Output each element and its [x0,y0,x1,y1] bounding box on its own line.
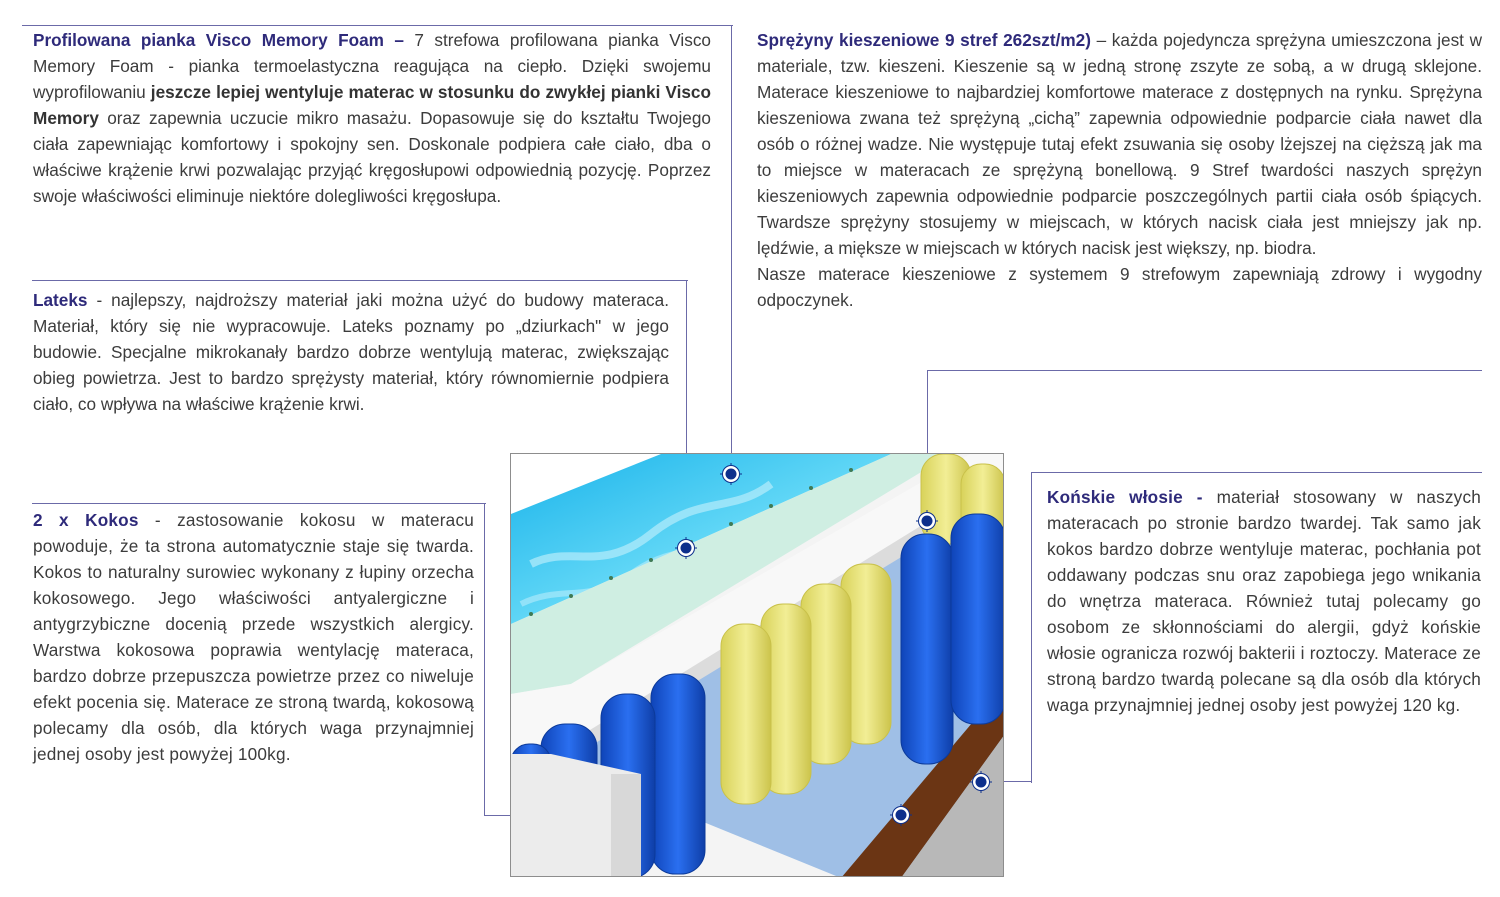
lateks-text: - najlepszy, najdroższy materiał jaki można użyć do budowy materaca. Materiał, który się nie wypracowuje. Lateks poznamy po „dziurkach" w jego budowie. Specjalne mikrokanały bardzo dobrze wentylują materac, zwiększając obieg powietrza. Jest to bardzo sprężysty materiał, który równomiernie podpiera ciało, co wpływa na właściwe krążenie krwi. [33,290,669,414]
konskie-text: materiał stosowany w naszych materacach po stronie bardzo twardej. Tak samo jak kokos bardzo dobrze wentyluje materac, pochłania pot oddawany podczas snu oraz zapobiega jego wnikania do wnętrza materaca. Również tutaj polecamy go osobom ze skłonnościami do alergii, gdyż końskie włosie ogranicza rozwój bakterii i roztoczy. Materace ze stroną bardzo twardą polecane są dla osób dla których waga przynajmniej jednej osoby jest powyżej 120 kg. [1047,487,1482,715]
marker-lateks-icon[interactable] [675,537,697,559]
sprezyny-title: Sprężyny kieszeniowe 9 stref 262szt/m2) [757,30,1091,50]
marker-sprezyny-icon[interactable] [916,510,938,532]
lateks-title: Lateks [33,290,88,310]
visco-connector-top [22,25,733,26]
marker-kokos-icon[interactable] [890,804,912,826]
visco-bold: jeszcze lepiej wentyluje materac w stosunku do zwykłej pianki Visco Memory [33,82,711,128]
marker-konskie-icon[interactable] [970,771,992,793]
visco-title: Profilowana pianka Visco Memory Foam – [33,30,404,50]
section-visco [33,27,711,209]
section-sprezyny [757,27,1482,313]
kokos-connector-right [484,503,485,816]
kokos-text: - zastosowanie kokosu w materacu powoduje, że ta strona automatycznie staje się twarda. Kokos to naturalny surowiec wykonany z łupiny orzecha kokosowego. Jego właściwości antyalergiczne i antygrzybiczne docenią przede wszystkich alergicy. Warstwa kokosowa poprawia wentylację materaca, bardzo dobrze przepuszcza powietrze przez co niweluje efekt pocenia się. Materace ze stroną twardą, kokosową polecamy dla osób, dla których waga przynajmniej jednej osoby jest powyżej 100kg. [33,510,474,764]
kokos-title: 2 x Kokos [33,510,139,530]
marker-visco-icon[interactable] [720,463,742,485]
lateks-connector-top [32,280,688,281]
konskie-title: Końskie włosie - [1047,487,1203,507]
visco-text-1: 7 strefowa profilowana pianka Visco Memory Foam - pianka termoelastyczna reagująca na ciepło. Dzięki swojemu wyprofilowaniu [33,30,711,102]
section-kokos [33,507,474,767]
section-lateks [33,287,669,417]
visco-connector-right [731,25,732,475]
section-konskie [1047,484,1481,718]
visco-text-2: oraz zapewnia uczucie mikro masażu. Dopasowuje się do kształtu Twojego ciała zapewniając komfortowy i spokojny sen. Doskonale podpiera całe ciało, dba o właściwe krążenie krwi pozwalając przyjąć kręgosłupowi odpowiednią pozycję. Poprzez swoje właściwości eliminuje niektóre dolegliwości kręgosłupa. [33,108,711,206]
sprezyny-connector-top [927,370,1482,371]
sprezyny-text: – każda pojedyncza sprężyna umieszczona jest w materiale, tzw. kieszeni. Kieszenie są w jedną stronę zszyte ze sobą, a w drugą sklejone. Materace kieszeniowe to najbardziej komfortowe materace z dostępnych na rynku. Sprężyna kieszeniowa zwana też sprężyną „cichą” zapewnia odpowiednie podparcie ciała nawet dla osób o różnej wadze. Nie występuje tutaj efekt zsuwania się osoby lżejszej na cięższą jak ma to miejsce w materacach ze sprężyną bonellową. 9 Stref twardości naszych sprężyn kieszeniowych zapewnia odpowiednie podparcie poszczególnych partii ciała osób śpiących. Twardsze sprężyny stosujemy w miejscach, w których nacisk ciała jest mniejszy jak np. lędźwie, a miększe w miejscach w których nacisk jest większy, np. biodra. [757,30,1482,258]
konskie-connector-top [1032,472,1482,473]
kokos-connector-top [32,503,486,504]
konskie-connector-left [1031,472,1032,783]
sprezyny-extra: Nasze materace kieszeniowe z systemem 9 strefowym zapewniają zdrowy i wygodny odpoczynek. [757,264,1482,310]
